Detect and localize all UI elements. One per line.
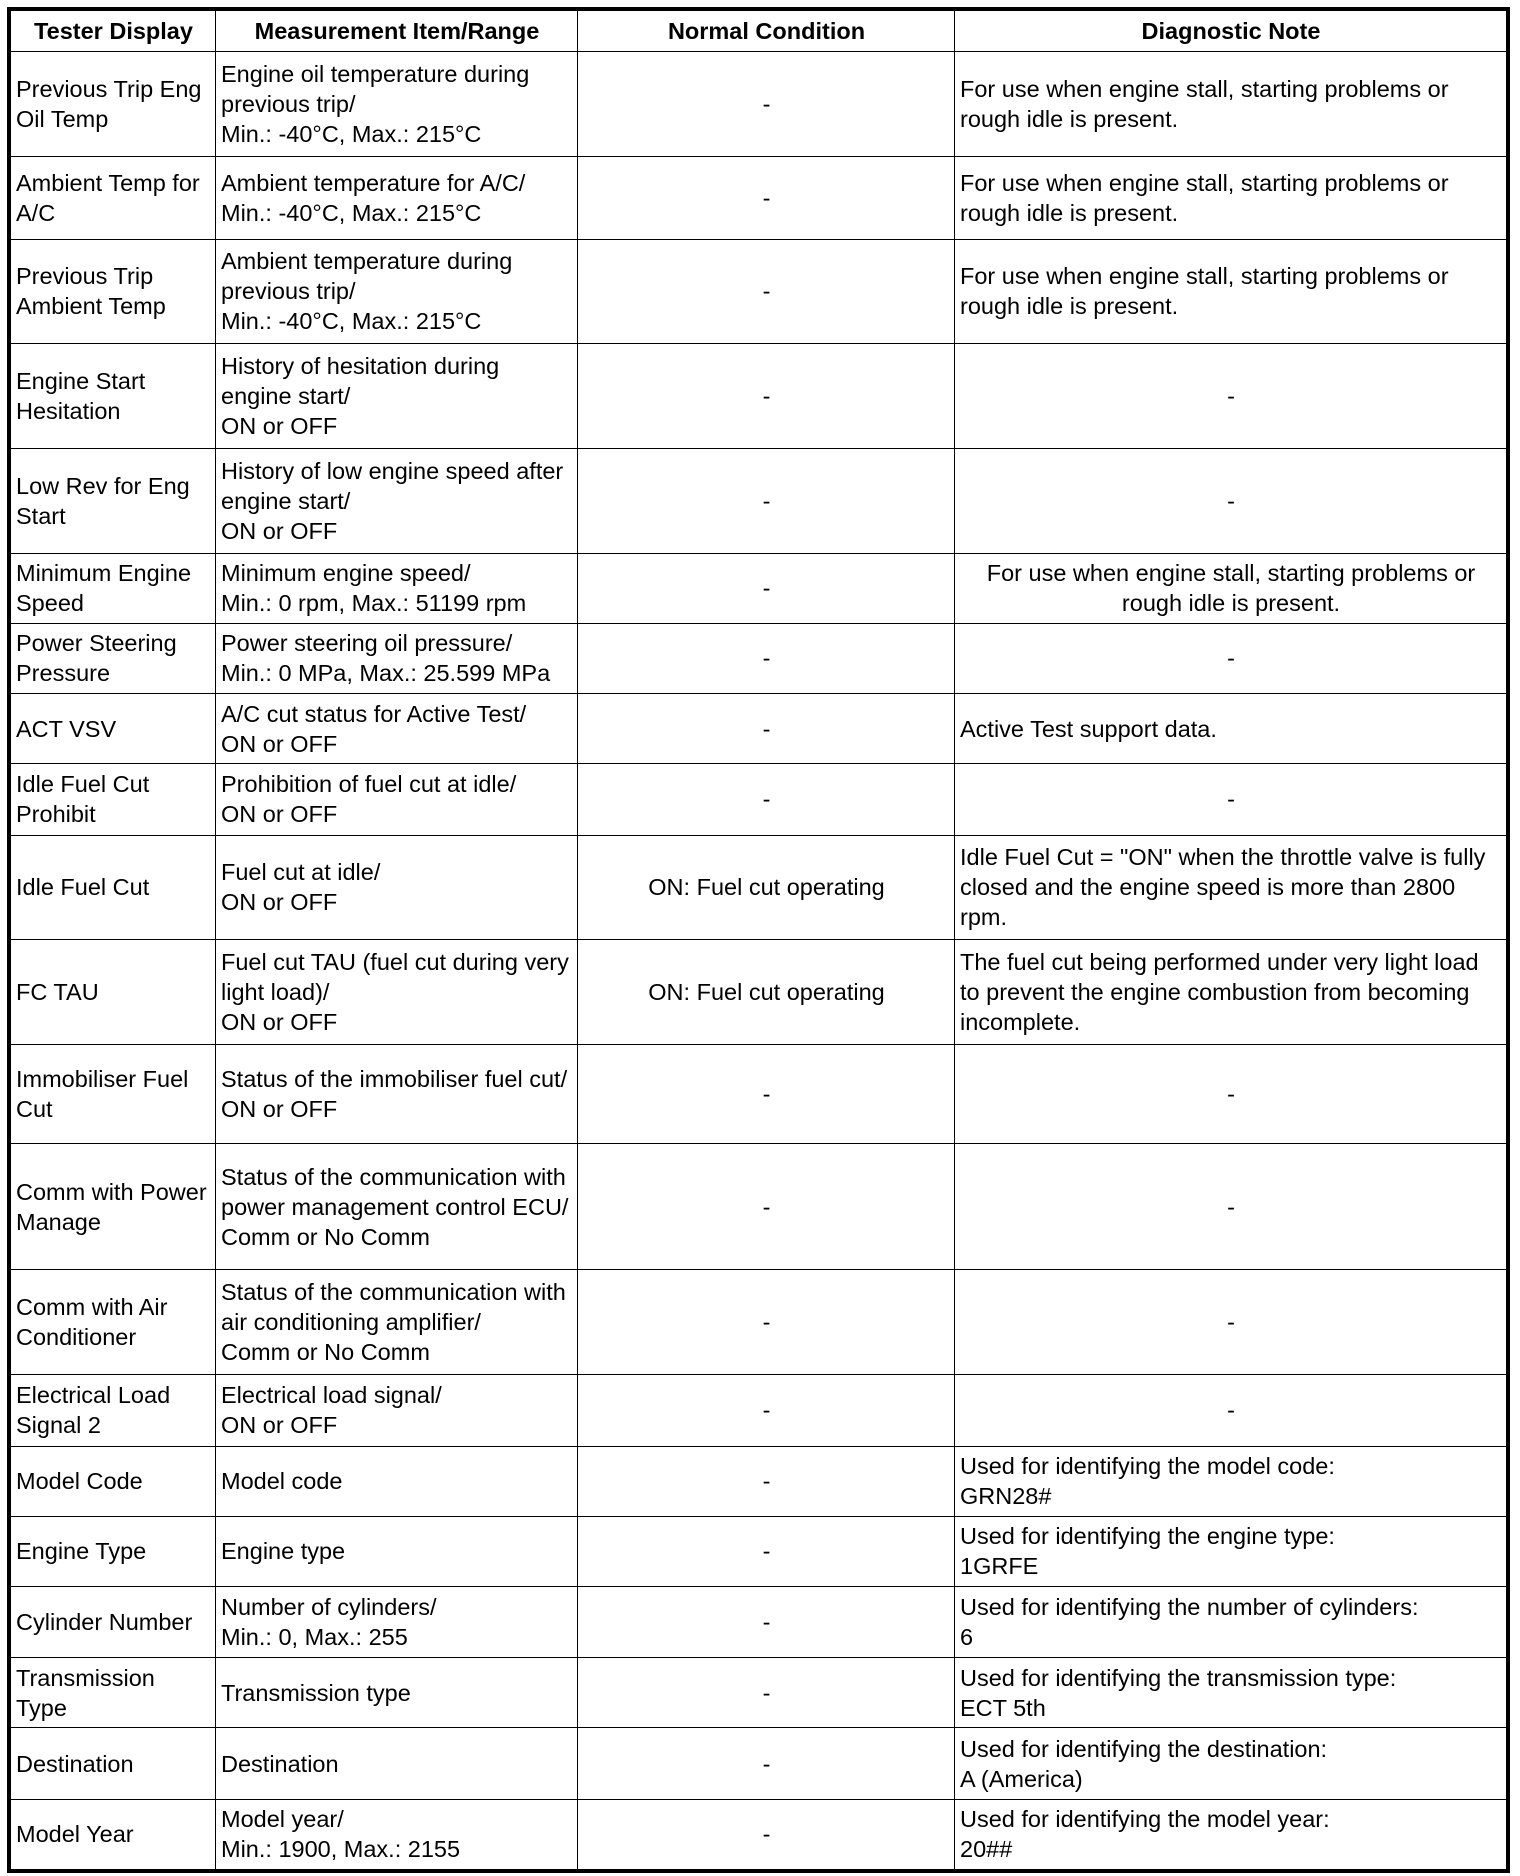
table-row — [11, 344, 1507, 449]
diagnostic-note-cell: Used for identifying the model year: 20## — [955, 1799, 1507, 1869]
diagnostic-note-cell: Idle Fuel Cut = "ON" when the throttle valve is fully closed and the engine speed is more than 2800 rpm. — [955, 835, 1507, 940]
measurement-range-cell: Engine oil temperature during previous trip/ Min.: -40°C, Max.: 215°C — [216, 52, 578, 157]
measurement-range-cell: Power steering oil pressure/ Min.: 0 MPa, Max.: 25.599 MPa — [216, 623, 578, 693]
table-row — [11, 52, 1507, 157]
measurement-range-cell: Ambient temperature during previous trip/ Min.: -40°C, Max.: 215°C — [216, 239, 578, 344]
normal-condition-cell: - — [578, 1516, 955, 1586]
normal-condition-cell: ON: Fuel cut operating — [578, 940, 955, 1045]
table-row — [11, 835, 1507, 940]
diagnostic-note-cell: - — [955, 1044, 1507, 1143]
tester-display-cell: Idle Fuel Cut Prohibit — [11, 764, 216, 835]
table-row — [11, 1446, 1507, 1516]
table-row — [11, 239, 1507, 344]
diagnostic-note-cell: For use when engine stall, starting problems or rough idle is present. — [955, 52, 1507, 157]
measurement-range-cell: Ambient temperature for A/C/ Min.: -40°C, Max.: 215°C — [216, 156, 578, 239]
header-normal-condition: Normal Condition — [578, 11, 955, 52]
tester-display-cell: Minimum Engine Speed — [11, 553, 216, 623]
measurement-range-cell: Model code — [216, 1446, 578, 1516]
normal-condition-cell: - — [578, 1446, 955, 1516]
data-list-table — [10, 10, 1507, 1870]
diagnostic-note-cell: Used for identifying the model code: GRN28# — [955, 1446, 1507, 1516]
tester-display-cell: Model Year — [11, 1799, 216, 1869]
normal-condition-cell: - — [578, 1728, 955, 1799]
tester-display-cell: FC TAU — [11, 940, 216, 1045]
table-row — [11, 1516, 1507, 1586]
tester-display-cell: Electrical Load Signal 2 — [11, 1375, 216, 1446]
table-row — [11, 764, 1507, 835]
measurement-range-cell: Status of the immobiliser fuel cut/ ON or OFF — [216, 1044, 578, 1143]
tester-display-cell: Cylinder Number — [11, 1586, 216, 1657]
tester-display-cell: Comm with Power Manage — [11, 1143, 216, 1270]
table-row — [11, 623, 1507, 693]
tester-display-cell: Idle Fuel Cut — [11, 835, 216, 940]
diagnostic-note-cell: For use when engine stall, starting problems or rough idle is present. — [955, 553, 1507, 623]
header-tester-display: Tester Display — [11, 11, 216, 52]
measurement-range-cell: Fuel cut at idle/ ON or OFF — [216, 835, 578, 940]
diagnostic-note-cell: - — [955, 764, 1507, 835]
normal-condition-cell: - — [578, 344, 955, 449]
diagnostic-note-cell: For use when engine stall, starting problems or rough idle is present. — [955, 239, 1507, 344]
measurement-range-cell: Destination — [216, 1728, 578, 1799]
normal-condition-cell: - — [578, 1270, 955, 1375]
table-row — [11, 1044, 1507, 1143]
normal-condition-cell: ON: Fuel cut operating — [578, 835, 955, 940]
diagnostic-note-cell: For use when engine stall, starting problems or rough idle is present. — [955, 156, 1507, 239]
tester-display-cell: Destination — [11, 1728, 216, 1799]
table-row — [11, 448, 1507, 553]
diagnostic-note-cell: Used for identifying the engine type: 1GRFE — [955, 1516, 1507, 1586]
tester-display-cell: Engine Type — [11, 1516, 216, 1586]
diagnostic-note-cell: The fuel cut being performed under very light load to prevent the engine combustion from becoming incomplete. — [955, 940, 1507, 1045]
diagnostic-note-cell: - — [955, 623, 1507, 693]
normal-condition-cell: - — [578, 1658, 955, 1728]
measurement-range-cell: Minimum engine speed/ Min.: 0 rpm, Max.: 51199 rpm — [216, 553, 578, 623]
tester-display-cell: Ambient Temp for A/C — [11, 156, 216, 239]
normal-condition-cell: - — [578, 1799, 955, 1869]
measurement-range-cell: A/C cut status for Active Test/ ON or OFF — [216, 694, 578, 764]
diagnostic-note-cell: Used for identifying the number of cylinders: 6 — [955, 1586, 1507, 1657]
measurement-range-cell: Prohibition of fuel cut at idle/ ON or OFF — [216, 764, 578, 835]
normal-condition-cell: - — [578, 1375, 955, 1446]
diagnostic-note-cell: - — [955, 448, 1507, 553]
diagnostic-note-cell: Active Test support data. — [955, 694, 1507, 764]
diagnostic-note-cell: - — [955, 1375, 1507, 1446]
tester-display-cell: Immobiliser Fuel Cut — [11, 1044, 216, 1143]
measurement-range-cell: Model year/ Min.: 1900, Max.: 2155 — [216, 1799, 578, 1869]
tester-display-cell: Model Code — [11, 1446, 216, 1516]
tester-display-cell: Transmission Type — [11, 1658, 216, 1728]
normal-condition-cell: - — [578, 1044, 955, 1143]
normal-condition-cell: - — [578, 1586, 955, 1657]
measurement-range-cell: Status of the communication with power management control ECU/ Comm or No Comm — [216, 1143, 578, 1270]
measurement-range-cell: Status of the communication with air conditioning amplifier/ Comm or No Comm — [216, 1270, 578, 1375]
tester-display-cell: ACT VSV — [11, 694, 216, 764]
tester-display-cell: Comm with Air Conditioner — [11, 1270, 216, 1375]
tester-display-cell: Previous Trip Ambient Temp — [11, 239, 216, 344]
table-row — [11, 553, 1507, 623]
measurement-range-cell: Electrical load signal/ ON or OFF — [216, 1375, 578, 1446]
normal-condition-cell: - — [578, 448, 955, 553]
normal-condition-cell: - — [578, 694, 955, 764]
measurement-range-cell: Fuel cut TAU (fuel cut during very light load)/ ON or OFF — [216, 940, 578, 1045]
data-list-sheet — [7, 7, 1510, 1873]
table-row — [11, 1375, 1507, 1446]
normal-condition-cell: - — [578, 52, 955, 157]
table-row — [11, 1728, 1507, 1799]
diagnostic-note-cell: - — [955, 344, 1507, 449]
table-row — [11, 1586, 1507, 1657]
table-row — [11, 156, 1507, 239]
table-row — [11, 940, 1507, 1045]
header-row — [11, 11, 1507, 52]
table-row — [11, 1658, 1507, 1728]
diagnostic-note-cell: - — [955, 1270, 1507, 1375]
diagnostic-note-cell: Used for identifying the destination: A (America) — [955, 1728, 1507, 1799]
tester-display-cell: Low Rev for Eng Start — [11, 448, 216, 553]
diagnostic-note-cell: Used for identifying the transmission type: ECT 5th — [955, 1658, 1507, 1728]
measurement-range-cell: History of hesitation during engine start/ ON or OFF — [216, 344, 578, 449]
measurement-range-cell: Engine type — [216, 1516, 578, 1586]
normal-condition-cell: - — [578, 553, 955, 623]
normal-condition-cell: - — [578, 764, 955, 835]
table-row — [11, 1143, 1507, 1270]
normal-condition-cell: - — [578, 623, 955, 693]
normal-condition-cell: - — [578, 1143, 955, 1270]
tester-display-cell: Power Steering Pressure — [11, 623, 216, 693]
measurement-range-cell: Number of cylinders/ Min.: 0, Max.: 255 — [216, 1586, 578, 1657]
normal-condition-cell: - — [578, 239, 955, 344]
diagnostic-note-cell: - — [955, 1143, 1507, 1270]
tester-display-cell: Previous Trip Eng Oil Temp — [11, 52, 216, 157]
measurement-range-cell: Transmission type — [216, 1658, 578, 1728]
table-row — [11, 694, 1507, 764]
tester-display-cell: Engine Start Hesitation — [11, 344, 216, 449]
normal-condition-cell: - — [578, 156, 955, 239]
table-row — [11, 1799, 1507, 1869]
header-diagnostic-note: Diagnostic Note — [955, 11, 1507, 52]
header-measurement-item: Measurement Item/Range — [216, 11, 578, 52]
table-row — [11, 1270, 1507, 1375]
measurement-range-cell: History of low engine speed after engine start/ ON or OFF — [216, 448, 578, 553]
